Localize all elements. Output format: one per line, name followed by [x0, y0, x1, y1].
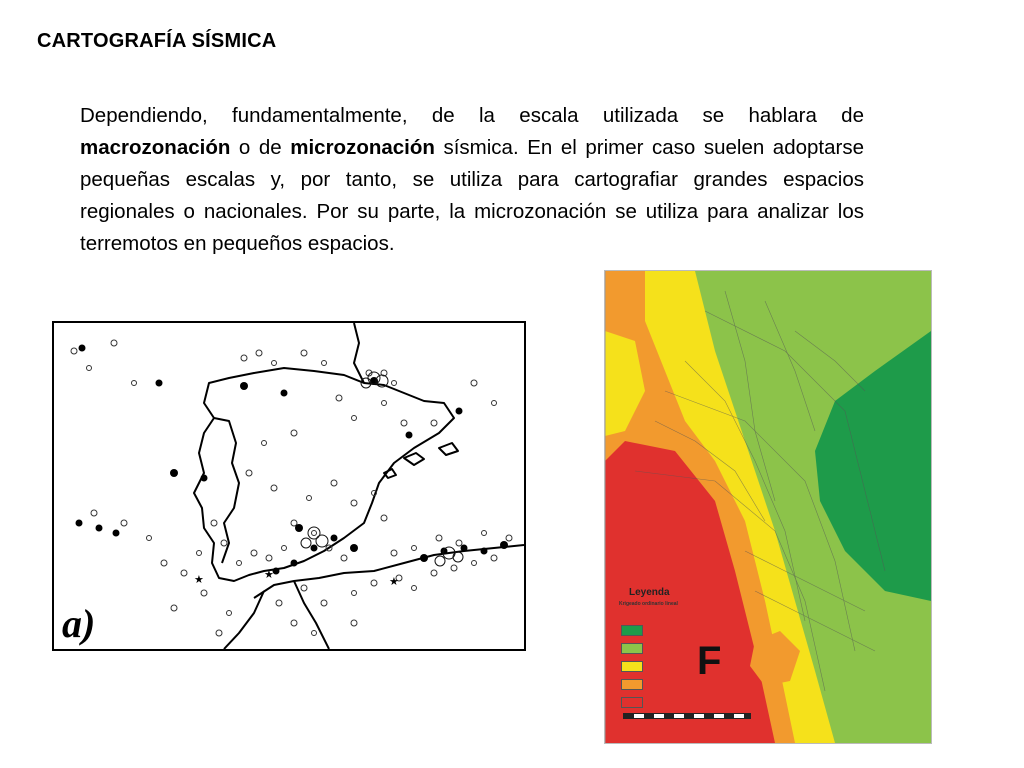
- iberia-seismicity-map: [52, 321, 526, 651]
- epicenters-large: [76, 345, 509, 575]
- star-marker: ★: [389, 576, 399, 588]
- figure-a-label: a): [62, 601, 96, 646]
- legend-title: Leyenda: [629, 587, 670, 598]
- iberia-map-svg: [54, 323, 524, 649]
- legend-subtitle: Krigeado ordinario lineal: [619, 601, 678, 607]
- paragraph-text-3: sísmica. En el primer caso suelen adoptarse pequeñas escalas y, por tanto, se utiliza para cartografiar grandes espacios regionales o nacionales. Por su parte, la microzonación se utiliza para analizar los terremotos en pequeños espacios.: [80, 136, 864, 255]
- slide-title: CARTOGRAFÍA SÍSMICA: [37, 30, 277, 52]
- legend-swatch-light-green: [621, 643, 643, 654]
- legend-swatch-orange: [621, 679, 643, 690]
- scale-bar: [623, 713, 751, 719]
- legend-swatch-dark-green: [621, 625, 643, 636]
- coastline: [194, 323, 524, 649]
- term-microzonacion: microzonación: [290, 136, 435, 159]
- body-paragraph: [80, 100, 864, 260]
- paragraph-text-1: Dependiendo, fundamentalmente, de la escala utilizada se hablara de: [80, 104, 864, 127]
- star-marker: ★: [194, 574, 204, 586]
- epicenters-small: [71, 340, 512, 636]
- paragraph-text-2: o de: [230, 136, 291, 159]
- microzonation-map: [604, 270, 932, 744]
- figure-f-label: F: [697, 639, 722, 683]
- term-macrozonacion: macrozonación: [80, 136, 231, 159]
- legend-swatch-red: [621, 697, 643, 708]
- legend-swatch-yellow: [621, 661, 643, 672]
- star-marker: ★: [264, 569, 274, 581]
- map-legend: [619, 581, 739, 729]
